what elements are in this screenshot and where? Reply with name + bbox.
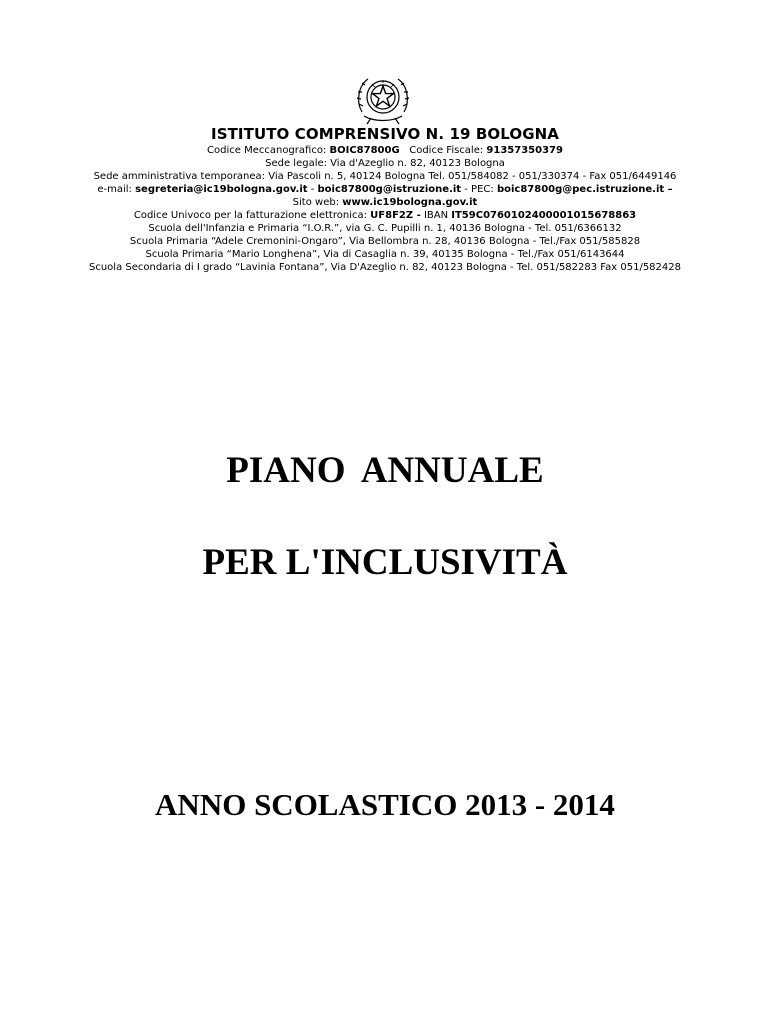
school-address-line: Scuola Secondaria di I grado “Lavinia Fontana”, Via D'Azeglio n. 82, 40123 Bologna - Tel. 051/582283 Fax 051/582428	[89, 262, 681, 273]
email-secondary[interactable]: boic87800g@istruzione.it	[317, 184, 462, 195]
billing-code: UF8F2Z -	[370, 210, 421, 221]
fiscal-code-value: 91357350379	[486, 145, 563, 156]
pec-label: - PEC:	[461, 184, 494, 195]
document-title-line-2: PER L'INCLUSIVITÀ	[202, 542, 568, 583]
billing-label: Codice Univoco per la fatturazione elettronica:	[133, 210, 367, 221]
legal-seat-line: Sede legale: Via d'Azeglio n. 82, 40123 Bologna	[265, 158, 505, 169]
codes-line	[0, 144, 770, 157]
school-name: ISTITUTO COMPRENSIVO N. 19 BOLOGNA	[211, 125, 559, 143]
italian-republic-emblem-icon	[354, 72, 412, 126]
admin-seat-line: Sede amministrativa temporanea: Via Pascoli n. 5, 40124 Bologna Tel. 051/584082 - 051/330374 - Fax 051/6449146	[93, 171, 677, 182]
billing-line	[0, 209, 770, 222]
school-address-line: Scuola Primaria “Adele Cremonini-Ongaro”, Via Bellombra n. 28, 40136 Bologna - Tel./Fax 051/585828	[129, 236, 641, 247]
email-separator: -	[307, 184, 318, 195]
email-label: e-mail:	[97, 184, 132, 195]
email-line	[0, 183, 770, 196]
document-title-line-1: PIANO ANNUALE	[226, 450, 544, 491]
website-url[interactable]: www.ic19bologna.gov.it	[342, 197, 478, 208]
mecc-code-value: BOIC87800G	[329, 145, 400, 156]
school-address-line: Scuola dell'Infanzia e Primaria “I.O.R.”, via G. C. Pupilli n. 1, 40136 Bologna - Tel. 051/6366132	[148, 223, 622, 234]
website-label: Sito web:	[292, 197, 340, 208]
school-address-line: Scuola Primaria “Mario Longhena”, Via di Casaglia n. 39, 40135 Bologna - Tel./Fax 051/6143644	[145, 249, 625, 260]
iban-label: IBAN	[423, 210, 449, 221]
fiscal-code-label: Codice Fiscale:	[409, 145, 484, 156]
mecc-code-label: Codice Meccanografico:	[207, 145, 327, 156]
pec-email[interactable]: boic87800g@pec.istruzione.it –	[496, 184, 673, 195]
school-year-title: ANNO SCOLASTICO 2013 - 2014	[155, 787, 615, 822]
email-primary[interactable]: segreteria@ic19bologna.gov.it	[135, 184, 308, 195]
website-line	[0, 196, 770, 209]
letterhead	[0, 124, 770, 274]
iban-value: IT59C0760102400001015678863	[451, 210, 637, 221]
